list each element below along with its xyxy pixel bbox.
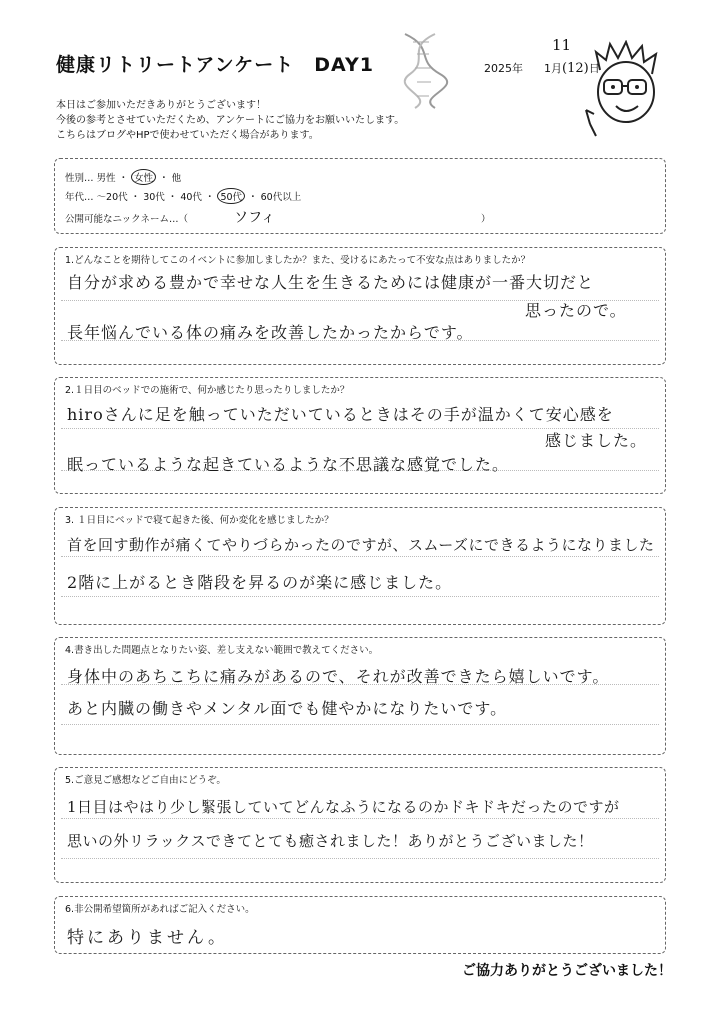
question-4 [54, 637, 666, 755]
age-option: 40代 [180, 192, 202, 203]
age-option: ～20代 [96, 192, 128, 203]
intro-line: こちらはブログやHPで使わせていただく場合があります。 [56, 130, 319, 141]
question-6 [54, 896, 666, 954]
thanks-message: ご協力ありがとうございました！ [462, 963, 672, 979]
question-3 [54, 507, 666, 625]
age-label: 年代… [65, 192, 94, 203]
answer-line: 眠っているような起きているような不思議な感覚でした。 [67, 455, 510, 474]
question-text: 6.非公開希望箇所があればご記入ください。 [65, 904, 255, 915]
month-label: 1月 [544, 62, 562, 75]
gender-row: 性別… 男性 ・ 女性 ・ 他 [65, 169, 181, 185]
question-text: 5.ご意見ご感想などご自由にどうぞ。 [65, 775, 226, 786]
profile-section [54, 158, 666, 234]
question-2 [54, 377, 666, 494]
answer-line: 長年悩んでいる体の痛みを改善したかったからです。 [67, 323, 474, 342]
question-text: 2.１日目のベッドでの施術で、何か感じたり思ったりしましたか？ [65, 385, 350, 396]
gender-label: 性別… [65, 173, 94, 184]
answer-line: 2階に上がるとき階段を昇るのが楽に感じました。 [67, 573, 453, 592]
answer-line: あと内臓の働きやメンタル面でも健やかになりたいです。 [67, 699, 508, 718]
intro-line: 今後の参考とさせていただくため、アンケートにご協力をお願いいたします。 [56, 115, 405, 126]
date-correction: 11 [552, 36, 572, 54]
nickname-close: ） [481, 214, 491, 225]
nickname-row [65, 207, 491, 227]
age-option: 30代 [143, 192, 165, 203]
answer-line: hiroさんに足を触っていただいているときはその手が温かくて安心感を [67, 405, 614, 424]
gender-option: 他 [171, 173, 182, 184]
question-5 [54, 767, 666, 883]
question-1 [54, 247, 666, 365]
gender-option: 男性 [96, 173, 116, 184]
question-text: 1.どんなことを期待してこのイベントに参加しましたか？また、受けるにあたって不安な点はありましたか？ [65, 255, 531, 266]
gender-option-selected: 女性 [131, 169, 156, 185]
answer-line: 身体中のあちこちに痛みがあるので、それが改善できたら嬉しいです。 [67, 667, 610, 686]
nickname-value: ソフィ [234, 210, 275, 226]
answer-line: 1日目はやはり少し緊張していてどんなふうになるのかドキドキだったのですが [67, 798, 620, 816]
answer-line: 思ったので。 [525, 301, 627, 320]
question-text: 3. １日目にベッドで寝て起きた後、何か変化を感じましたか？ [65, 515, 334, 526]
answer-line: 特にありません。 [67, 928, 229, 948]
avatar-illustration [582, 40, 668, 145]
day-label: 日 [588, 62, 600, 75]
page-title: 健康リトリートアンケート DAY1 [56, 54, 374, 76]
age-row: 年代… ～20代 ・ 30代 ・ 40代 ・ 50代 ・ 60代以上 [65, 188, 301, 204]
intro-line: 本日はご参加いただきありがとうございます！ [56, 100, 266, 111]
year-label: 2025年 [484, 62, 523, 75]
answer-line: 首を回す動作が痛くてやりづらかったのですが、スムーズにできるようになりました [67, 536, 655, 554]
answer-line: 自分が求める豊かで幸せな人生を生きるためには健康が一番大切だと [67, 273, 595, 292]
answer-line: 思いの外リラックスできてとても癒されました！ありがとうございました！ [67, 832, 594, 850]
question-text: 4.書き出した問題点となりたい姿、差し支えない範囲で教えてください。 [65, 645, 379, 656]
nickname-label: 公開可能なニックネーム…（ [65, 214, 189, 225]
day-value: (12) [562, 61, 589, 76]
age-option-selected: 50代 [217, 188, 245, 204]
answer-line: 感じました。 [545, 431, 648, 450]
intro-text [56, 98, 404, 143]
age-option: 60代以上 [260, 192, 302, 203]
